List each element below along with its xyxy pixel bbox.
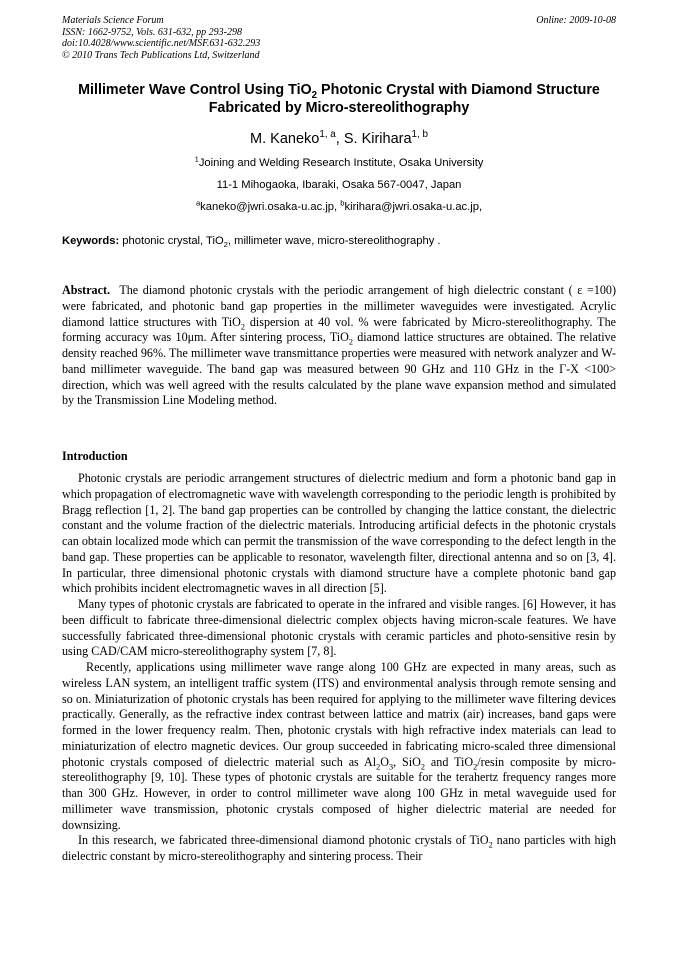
doi-line: doi:10.4028/www.scientific.net/MSF.631-632.293 bbox=[62, 38, 261, 49]
introduction-body bbox=[62, 471, 616, 865]
affiliation-institute: $^1$Joining and Welding Research Institute, Osaka University bbox=[194, 154, 484, 169]
author-1: M. Kaneko bbox=[250, 131, 320, 147]
abstract-label: Abstract. bbox=[62, 283, 111, 297]
copyright-line: © 2010 Trans Tech Publications Ltd, Switzerland bbox=[62, 49, 260, 61]
journal-name: Materials Science Forum bbox=[62, 15, 164, 26]
online-date: Online: 2009-10-08 bbox=[536, 15, 616, 26]
author-2: S. Kirihara bbox=[343, 131, 412, 147]
abstract: Abstract. The diamond photonic crystals with the periodic arrangement of high dielectric constant ( ε =100) were fabricated, and photonic band gap properties in the millimeter waveguides were investigated. Acrylic diamond lattice structures with TiO$_2$ dispersion at 40 vol. % were fabricated by Micro-stereolithography. The forming accuracy was 10μm. After sintering process, TiO$_2$ diamond lattice structures are obtained. The relative density reached 96%. The millimeter wave transmittance properties were measured with network analyzer and W-band millimeter waveguide. The band gap was measured between 90 GHz and 110 GHz in the Γ-X <100> direction, which was well agreed with the results calculated by the plane wave expansion method and simulated by the Transmission Line Modeling method. bbox=[62, 283, 617, 408]
intro-paragraph-3: Recently, applications using millimeter wave range along 100 GHz are expected in many areas, such as wireless LAN system, an intelligent traffic system (ITS) and environmental analysis through remote sensing and so on. Miniaturization of photonic crystals has been required for applying to the millimeter wave filtering devices practically. Generally, as the refractive index contrast between lattice and matrix (air) increases, band gaps were formed in the lower frequency realm. Then, photonic crystals with high refractive index materials can lead to miniaturization of electro magnetic devices. Our group succeeded in fabricating micro-scaled three dimensional photonic crystals composed of dielectric material such as $Al_2O_3$, SiO$_2$ and TiO$_2$/resin composite by micro-stereolithography [9, 10]. These types of photonic crystals are suitable for the terahertz frequency ranges more than 300 GHz. However, in order to control millimeter wave along 100 GHz in metal waveguide used for millimeter wave transmission, photonic crystals composed of higher dielectric material are needed for downsizing. bbox=[62, 660, 616, 832]
intro-paragraph-2: Many types of photonic crystals are fabricated to operate in the infrared and visible ranges. [6] However, it has been difficult to fabricate three-dimensional dielectric complex objects having micron-scale features. We have successfully fabricated three-dimensional photonic crystals with ceramic particles and photo-sensitive resin by using CAD/CAM micro-stereolithography system [7, 8]. bbox=[62, 597, 616, 659]
paper-title: Millimeter Wave Control Using TiO$_2$ Photonic Crystal with Diamond Structure Fabricated by Micro-stereolithography bbox=[78, 82, 600, 116]
intro-paragraph-1: Photonic crystals are periodic arrangement structures of dielectric medium and form a photonic band gap in which propagation of electromagnetic wave with wavelength corresponding to the periodic length is prohibited by Bragg reflection [1, 2]. The band gap properties can be controlled by changing the lattice constant, the dielectric constant and the volume fraction of the dielectric materials. Introducing artificial defects in the photonic crystals can obtain localized mode which can permit the transmission of the wave corresponding to the defect length in the band gap. These properties can be applicable to resonator, wavelength filter, directional antenna and so on [3, 4]. In particular, three dimensional photonic crystals with diamond structure have a complete photonic band gap which prohibits incident electromagnetic waves in all direction [5]. bbox=[62, 471, 616, 596]
author-list: M. Kaneko$^{1, a}$, S. Kirihara$^{1, b}$ bbox=[250, 129, 428, 147]
issn-line: ISSN: 1662-9752, Vols. 631-632, pp 293-298 bbox=[62, 26, 242, 38]
section-heading-introduction: Introduction bbox=[62, 449, 128, 463]
affiliation-address: 11-1 Mihogaoka, Ibaraki, Osaka 567-0047, Japan bbox=[216, 179, 462, 191]
author-emails: $^a$kaneko@jwri.osaka-u.ac.jp, $^b$kirihara@jwri.osaka-u.ac.jp, bbox=[195, 198, 483, 213]
intro-paragraph-4: In this research, we fabricated three-dimensional diamond photonic crystals of TiO$_2$ nano particles with high dielectric constant by micro-stereolithography and sintering process. Their bbox=[62, 833, 616, 863]
journal-header bbox=[62, 15, 616, 61]
keywords: Keywords: photonic crystal, TiO$_2$, millimeter wave, micro-stereolithography . bbox=[62, 235, 441, 250]
